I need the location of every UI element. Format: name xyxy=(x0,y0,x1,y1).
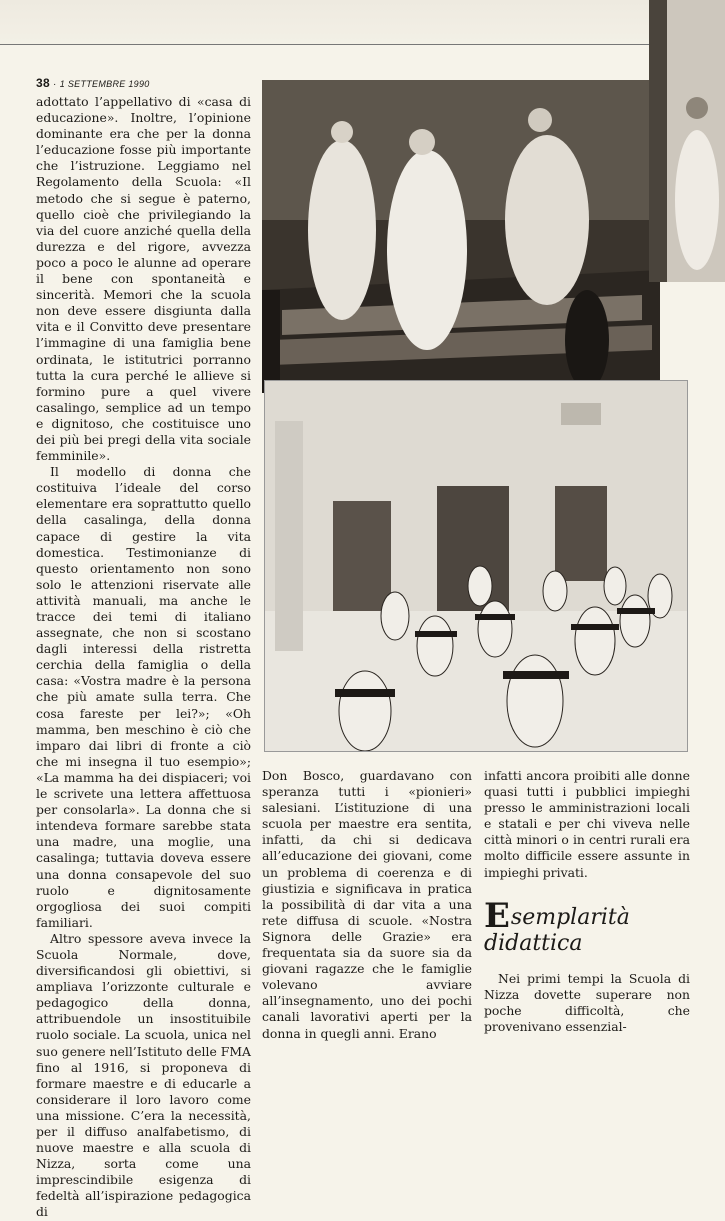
text-column-2 xyxy=(262,768,472,1042)
issue-date: 1 SETTEMBRE 1990 xyxy=(59,79,150,89)
page-number: 38 xyxy=(36,76,50,90)
section-heading-initial: E xyxy=(484,895,510,936)
top-margin xyxy=(0,0,725,44)
photo-theatre-scene xyxy=(262,80,660,393)
header-rule xyxy=(0,44,725,45)
paragraph: Don Bosco, guardavano con speranza tutti i «pionieri» salesiani. L’istituzione di una scuola per maestre era sentita, infatti, da chi si dedicava all’educazione dei giovani, come un problema di coerenza e di giustizia e significava in pratica la possibilità di dar vita a una rete diffusa di scuole. «Nostra Signora delle Grazie» era frequentata sia da suore sia da giovani ragazze che le famiglie volevano avviare all’insegnamento, uno dei pochi canali lavorativi aperti per la donna in quegli anni. Erano xyxy=(262,768,472,1041)
page-folio: 38 · 1 SETTEMBRE 1990 xyxy=(36,76,150,90)
text-column-1 xyxy=(36,94,251,1221)
section-heading-text: semplarità didattica xyxy=(484,904,630,956)
paragraph: adottato l’appellativo di «casa di educazione». Inoltre, l’opinione dominante era che per la donna l’educazione fosse più importante che l’istruzione. Leggiamo nel Regolamento della Scuola: «Il metodo che si segue è paterno, quello cioè che privilegiando la via del cuore anziché quella della durezza e del rigore, avvezza poco a poco le alunne ad operare il bene con spontaneità e sincerità. Memori che la scuola non deve essere disgiunta dalla vita e il Convitto deve presentare l’immagine di una famiglia bene ordinata, le istitutrici porranno tutta la cura perché le allieve si formino pure a quel vivere casalingo, semplice ad un tempo e dignitoso, che costituisce uno dei più bei pregi della vita sociale femminile». xyxy=(36,94,251,464)
paragraph: Il modello di donna che costituiva l’ideale del corso elementare era soprattutto quello della casalinga, della donna capace di gestire la vita domestica. Testimonianze di questo orientamento non sono solo le attenzioni riservate alle attività manuali, ma anche le tracce dei temi di italiano assegnate, che non si scostano dagli interessi della ristretta cerchia della famiglia o della casa: «Vostra madre è la persona che più amate sulla terra. Che cosa fareste per lei?»; «Oh mamma, ben meschino è ciò che imparo dai libri di fronte a ciò che mi insegna il tuo esempio»; «La mamma ha dei dispiaceri; voi le scrivete una lettera affettuosa per consolarla». La donna che si intendeva formare sarebbe stata una madre, una moglie, una casalinga; tuttavia doveva essere una donna consapevole del suo ruolo e dignitosamente orgogliosa dei suoi compiti familiari. xyxy=(36,464,251,930)
photo-partial-figure xyxy=(649,0,725,282)
paragraph: Nei primi tempi la Scuola di Nizza dovette superare non poche difficoltà, che provenivano essenzial- xyxy=(484,970,690,1034)
paragraph: infatti ancora proibiti alle donne quasi tutti i pubblici impieghi presso le amministrazioni locali e statali e per chi viveva nelle città minori o in centri rurali era molto difficile essere assunte in impieghi privati. xyxy=(484,768,690,880)
section-heading xyxy=(484,895,690,957)
paragraph: Altro spessore aveva invece la Scuola Normale, dove, diversificandosi gli obiettivi, si ampliava l’orizzonte culturale e pedagogico della donna, attribuendole un insostituibile ruolo sociale. La scuola, unica nel suo genere nell’Istituto delle FMA fino al 1916, si proponeva di formare maestre e di educarle a considerare il loro lavoro come una missione. C’era la necessità, per il diffuso analfabetismo, di nuove maestre e alla scuola di Nizza, sorta come una imprescindibile esigenza di fedeltà all’ispirazione pedagogica di xyxy=(36,930,251,1220)
text-column-3 xyxy=(484,768,690,1035)
photo-gymnastics-class xyxy=(264,380,688,752)
